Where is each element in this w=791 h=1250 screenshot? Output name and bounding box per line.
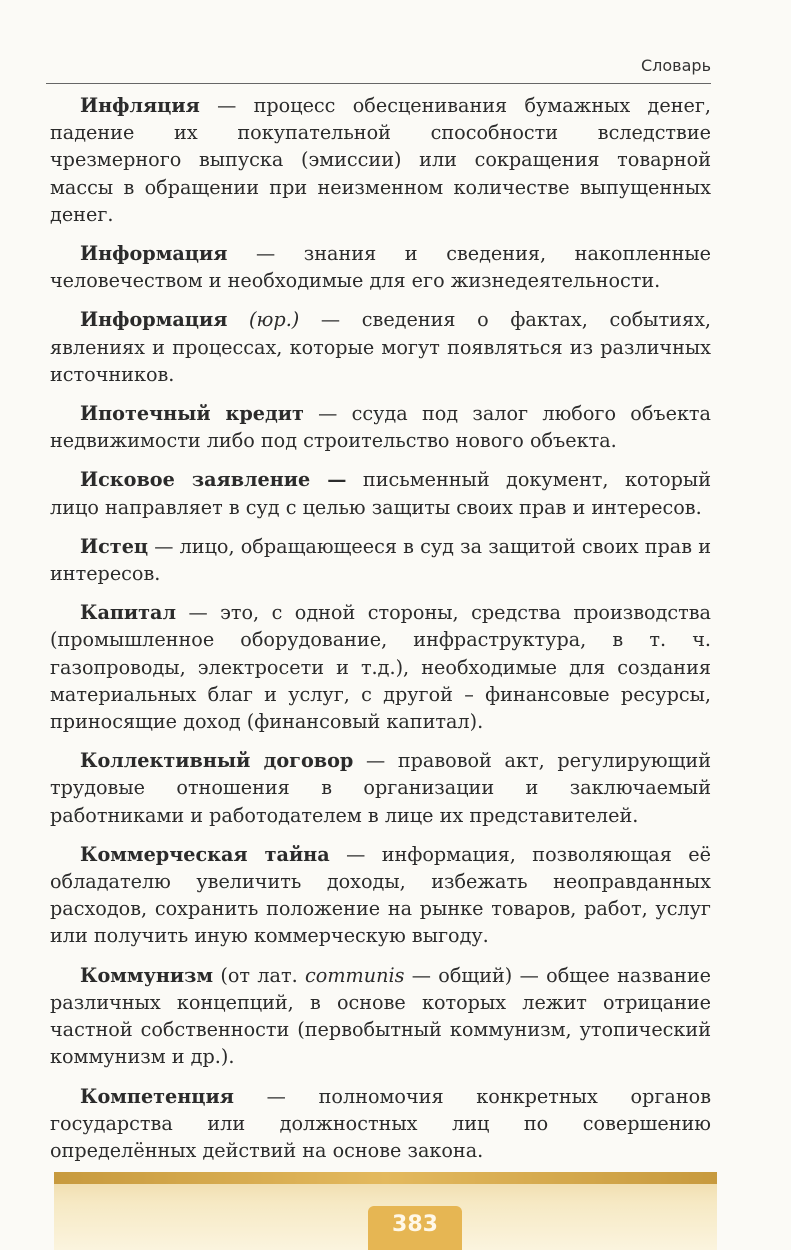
entry-term: Капитал	[80, 601, 177, 625]
glossary-entry	[50, 747, 711, 829]
entry-note: (юр.)	[249, 308, 300, 332]
page-number: 383	[392, 1212, 438, 1237]
page-number-badge	[368, 1206, 462, 1250]
entry-term: Информация	[80, 308, 228, 332]
entry-definition: — правовой акт, регулирующий трудовые отношения в организации и заключаемый работниками и работодателем в лице их представителей.	[50, 749, 711, 827]
entry-term: Коммерческая тайна	[80, 842, 330, 866]
entry-term: Коммунизм	[80, 963, 214, 987]
entry-term: Истец	[80, 534, 149, 558]
page-footer	[54, 1172, 717, 1250]
entry-definition: письменный документ, который лицо направляет в суд с целью защиты своих прав и интересов.	[50, 468, 711, 519]
entry-term: Исковое заявление —	[80, 468, 347, 492]
section-title: Словарь	[640, 56, 711, 75]
glossary-entry	[50, 599, 711, 735]
entry-definition: — процесс обесценивания бумажных денег, падение их покупательной способности вследствие чрезмерного выпуска (эмиссии) или сокращения товарной массы в обращении при неизменном количестве выпущенных денег.	[50, 94, 711, 226]
entry-term: Ипотечный кредит	[80, 402, 304, 426]
entry-definition: — сведения о фактах, событиях, явлениях и процессах, которые могут появляться из различных источников.	[50, 308, 711, 386]
entry-term: Компетенция	[80, 1084, 234, 1108]
glossary-entry	[50, 400, 711, 454]
glossary-entry	[50, 240, 711, 294]
entry-etymology-latin: communis	[305, 963, 405, 987]
entry-term: Инфляция	[80, 94, 200, 117]
entry-term: Информация	[80, 242, 228, 266]
glossary-content	[50, 92, 711, 1176]
entry-definition: — ссуда под залог любого объекта недвижимости либо под строительство нового объекта.	[50, 402, 711, 453]
page-header	[46, 54, 711, 84]
glossary-entry	[50, 962, 711, 1071]
footer-band	[54, 1172, 717, 1184]
entry-definition: — полномочия конкретных органов государства или должностных лиц по совершению определённых действий на основе закона.	[50, 1084, 711, 1162]
entry-definition: — общее название различных концепций, в основе которых лежит отрицание частной собственности (первобытный коммунизм, утопический коммунизм и др.).	[50, 963, 711, 1069]
glossary-entry	[50, 1083, 711, 1165]
glossary-entry	[50, 466, 711, 520]
entry-definition: — лицо, обращающееся в суд за защитой своих прав и интересов.	[50, 534, 711, 586]
header-divider	[46, 83, 711, 85]
entry-etymology-suffix: — общий)	[404, 963, 513, 987]
glossary-entry	[50, 533, 711, 587]
entry-etymology-prefix: (от лат.	[213, 963, 306, 987]
entry-definition: — информация, позволяющая её обладателю увеличить доходы, избежать неоправданных расходов, сохранить положение на рынке товаров, работ, услуг или получить иную коммерческую выгоду.	[50, 842, 711, 948]
glossary-entry	[50, 306, 711, 388]
glossary-entry	[50, 92, 711, 228]
entry-definition: — знания и сведения, накопленные человечеством и необходимые для его жизнедеятельности.	[50, 242, 711, 293]
entry-term: Коллективный договор	[80, 749, 354, 773]
entry-definition: — это, с одной стороны, средства производства (промышленное оборудование, инфраструктура, в т. ч. газопроводы, электросети и т.д.), необходимые для создания материальных благ и услуг, с другой – финансовые ресурсы, приносящие доход (финансовый капитал).	[50, 601, 711, 734]
glossary-entry	[50, 841, 711, 950]
